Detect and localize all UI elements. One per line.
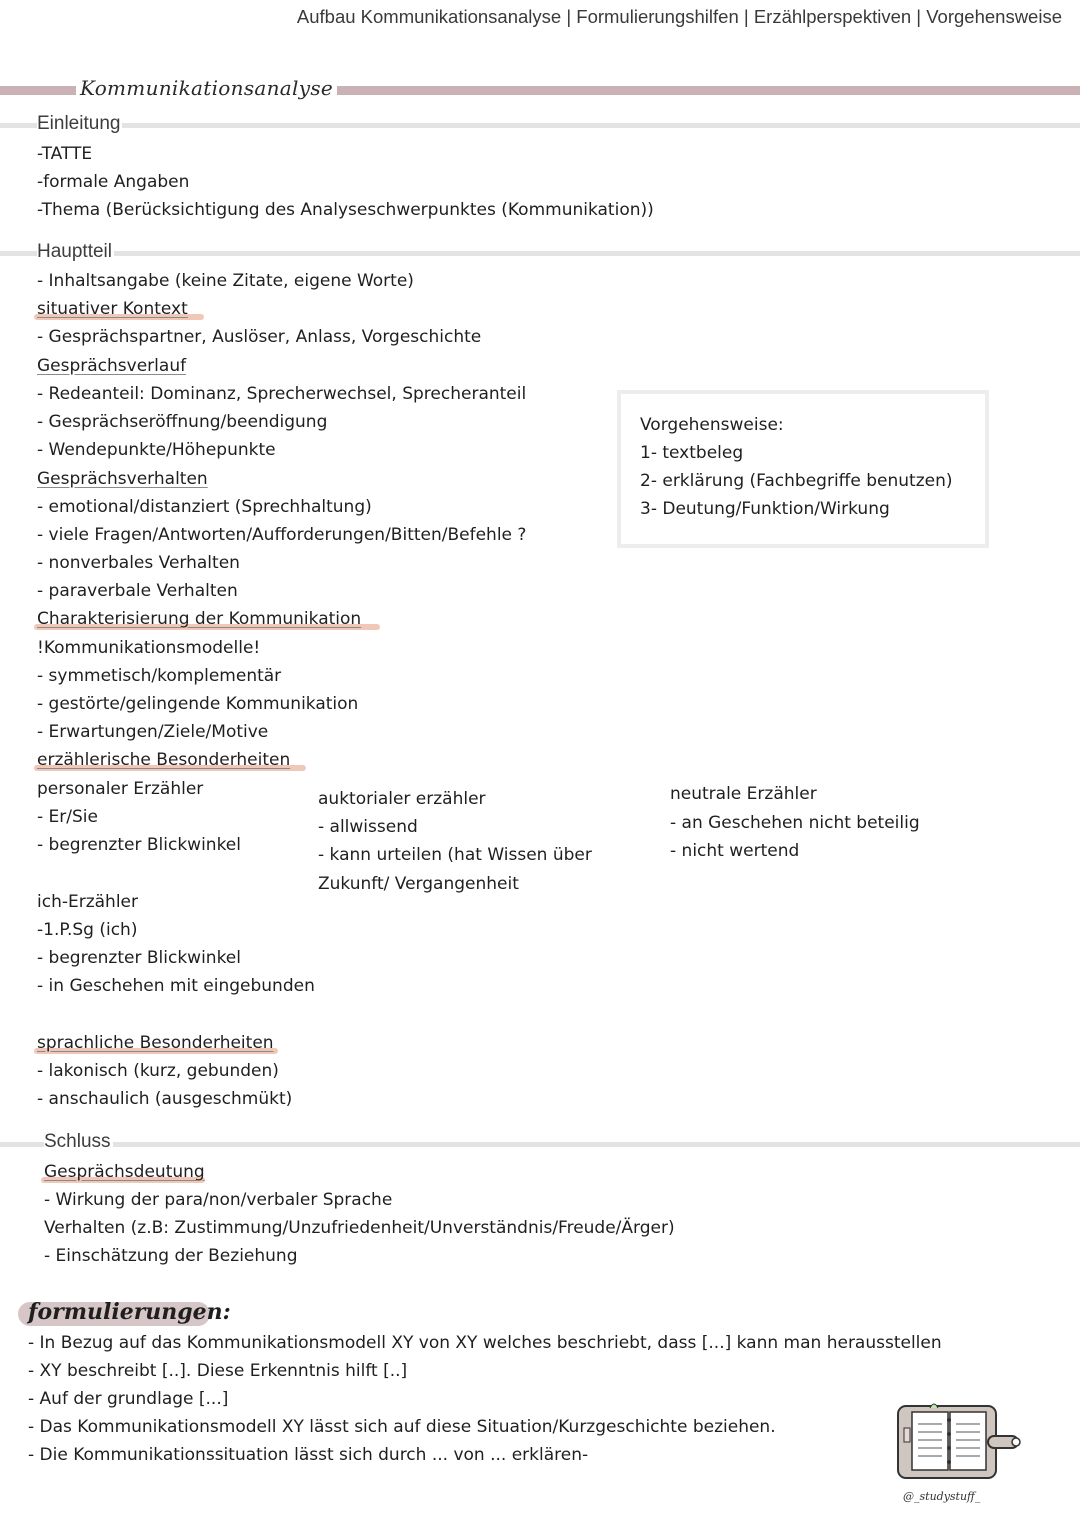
verlauf-line: - Redeanteil: Dominanz, Sprecherwechsel, Sprecheranteil: [37, 384, 527, 404]
planner-notebook-icon: [890, 1398, 1030, 1488]
formulierungen-title: formulierungen:: [28, 1299, 231, 1325]
verhalten-line: - nonverbales Verhalten: [37, 553, 240, 573]
neutral-line: - an Geschehen nicht beteilig: [670, 813, 920, 833]
hauptteil-heading: Hauptteil: [37, 241, 112, 262]
sprach-line: - anschaulich (ausgeschmükt): [37, 1089, 293, 1109]
einleitung-line: -TATTE: [37, 144, 93, 164]
hauptteil-divider: [0, 251, 1080, 256]
charakter-line: - Erwartungen/Ziele/Motive: [37, 722, 269, 742]
ich-line: -1.P.Sg (ich): [37, 920, 138, 940]
ich-title: ich-Erzähler: [37, 892, 138, 912]
verlauf-line: - Wendepunkte/Höhepunkte: [37, 440, 276, 460]
neutral-line: - nicht wertend: [670, 841, 800, 861]
auktorial-title: auktorialer erzähler: [318, 789, 486, 809]
ich-line: - in Geschehen mit eingebunden: [37, 976, 315, 996]
vorgehensweise-step: 1- textbeleg: [640, 443, 744, 463]
verhalten-line: - paraverbale Verhalten: [37, 581, 238, 601]
kontext-heading: situativer Kontext: [37, 299, 188, 319]
einleitung-line: -Thema (Berücksichtigung des Analyseschwerpunktes (Kommunikation)): [37, 200, 654, 220]
verhalten-line: - viele Fragen/Antworten/Aufforderungen/Bitten/Befehle ?: [37, 525, 527, 545]
einleitung-line: -formale Angaben: [37, 172, 190, 192]
gespraechsdeutung-heading: Gesprächsdeutung: [44, 1162, 205, 1182]
formulierung-line: - In Bezug auf das Kommunikationsmodell XY von XY welches beschriebt, dass [...] kann man herausstellen: [28, 1333, 942, 1353]
schluss-line: Verhalten (z.B: Zustimmung/Unzufriedenheit/Unverständnis/Freude/Ärger): [44, 1218, 675, 1238]
erzaehler-heading: erzählerische Besonderheiten: [37, 750, 291, 770]
logo-handle: @_studystuff_: [903, 1490, 981, 1503]
formulierung-line: - XY beschreibt [..]. Diese Erkenntnis hilft [..]: [28, 1361, 408, 1381]
hauptteil-intro: - Inhaltsangabe (keine Zitate, eigene Worte): [37, 271, 414, 291]
vorgehensweise-title: Vorgehensweise:: [640, 415, 784, 435]
auktorial-line: - allwissend: [318, 817, 418, 837]
personal-line: - begrenzter Blickwinkel: [37, 835, 241, 855]
charakter-line: - gestörte/gelingende Kommunikation: [37, 694, 359, 714]
ich-line: - begrenzter Blickwinkel: [37, 948, 241, 968]
charakter-line: !Kommunikationsmodelle!: [37, 638, 261, 658]
formulierung-line: - Die Kommunikationssituation lässt sich durch ... von ... erklären-: [28, 1445, 589, 1465]
main-title: Kommunikationsanalyse: [76, 76, 337, 100]
page-header: Aufbau Kommunikationsanalyse | Formulierungshilfen | Erzählperspektiven | Vorgehensweise: [296, 6, 1062, 27]
sprach-line: - lakonisch (kurz, gebunden): [37, 1061, 279, 1081]
personal-title: personaler Erzähler: [37, 779, 204, 799]
schluss-heading: Schluss: [44, 1131, 111, 1152]
charakter-line: - symmetisch/komplementär: [37, 666, 282, 686]
personal-line: - Er/Sie: [37, 807, 98, 827]
vorgehensweise-box: [617, 390, 989, 548]
schluss-line: - Wirkung der para/non/verbaler Sprache: [44, 1190, 393, 1210]
sprach-heading: sprachliche Besonderheiten: [37, 1033, 274, 1053]
schluss-line: - Einschätzung der Beziehung: [44, 1246, 298, 1266]
kontext-line: - Gesprächspartner, Auslöser, Anlass, Vorgeschichte: [37, 327, 482, 347]
neutral-title: neutrale Erzähler: [670, 784, 817, 804]
einleitung-heading: Einleitung: [37, 113, 121, 134]
vorgehensweise-step: 3- Deutung/Funktion/Wirkung: [640, 499, 890, 519]
verlauf-line: - Gesprächseröffnung/beendigung: [37, 412, 328, 432]
vorgehensweise-step: 2- erklärung (Fachbegriffe benutzen): [640, 471, 953, 491]
formulierung-line: - Das Kommunikationsmodell XY lässt sich auf diese Situation/Kurzgeschichte beziehen.: [28, 1417, 776, 1437]
verlauf-heading: Gesprächsverlauf: [37, 356, 187, 376]
auktorial-line: Zukunft/ Vergangenheit: [318, 874, 519, 894]
auktorial-line: - kann urteilen (hat Wissen über: [318, 845, 592, 865]
charakter-heading: Charakterisierung der Kommunikation: [37, 609, 362, 629]
einleitung-divider: [0, 123, 1080, 128]
verhalten-heading: Gesprächsverhalten: [37, 469, 208, 489]
verhalten-line: - emotional/distanziert (Sprechhaltung): [37, 497, 372, 517]
formulierung-line: - Auf der grundlage [...]: [28, 1389, 229, 1409]
schluss-divider: [0, 1142, 1080, 1147]
